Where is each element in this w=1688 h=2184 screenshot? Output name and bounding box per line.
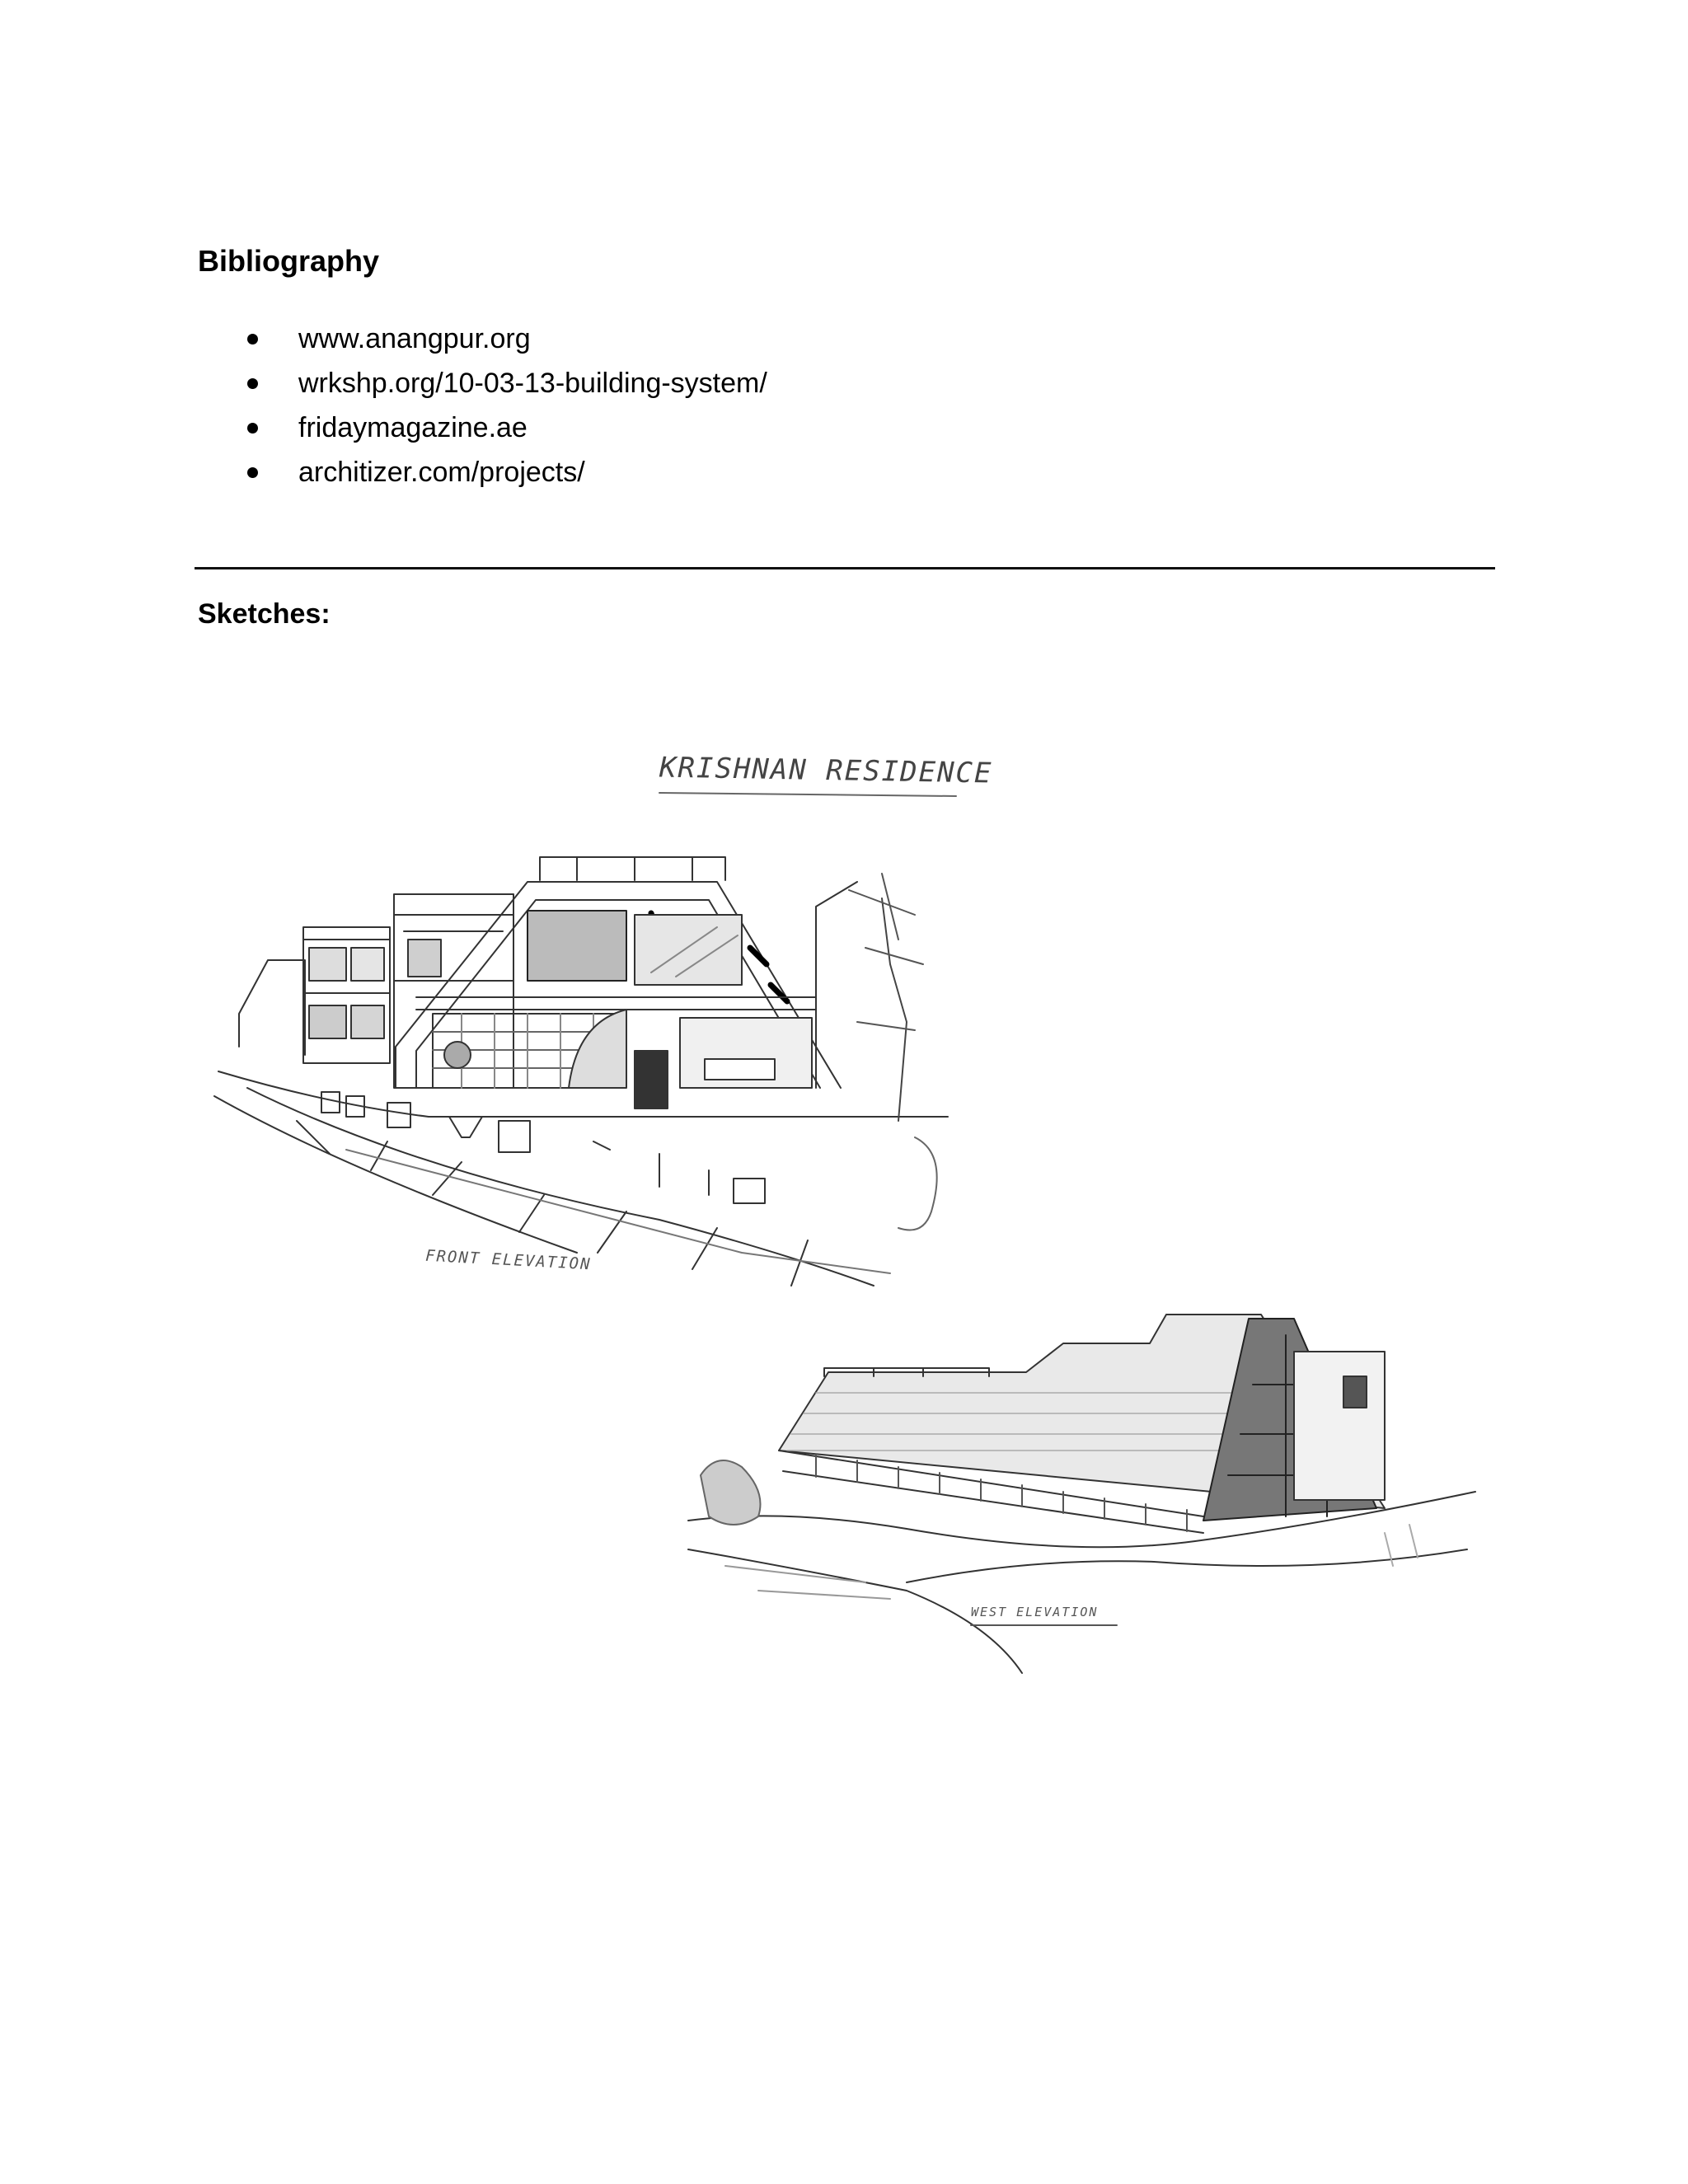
- bibliography-item-text: fridaymagazine.ae: [298, 412, 528, 443]
- bibliography-item-text: www.anangpur.org: [298, 323, 531, 354]
- sketches-heading: Sketches:: [198, 598, 331, 630]
- front-elevation-label: FRONT ELEVATION: [424, 1246, 593, 1274]
- front-elevation-sketch: [214, 857, 948, 1286]
- sketch-drawing-title: KRISHNAN RESIDENCE: [659, 751, 993, 790]
- bibliography-item-text: wrkshp.org/10-03-13-building-system/: [298, 368, 767, 399]
- west-elevation-label: WEST ELEVATION: [971, 1605, 1099, 1619]
- bibliography-heading: Bibliography: [198, 244, 380, 278]
- bibliography-item-text: architizer.com/projects/: [298, 457, 585, 488]
